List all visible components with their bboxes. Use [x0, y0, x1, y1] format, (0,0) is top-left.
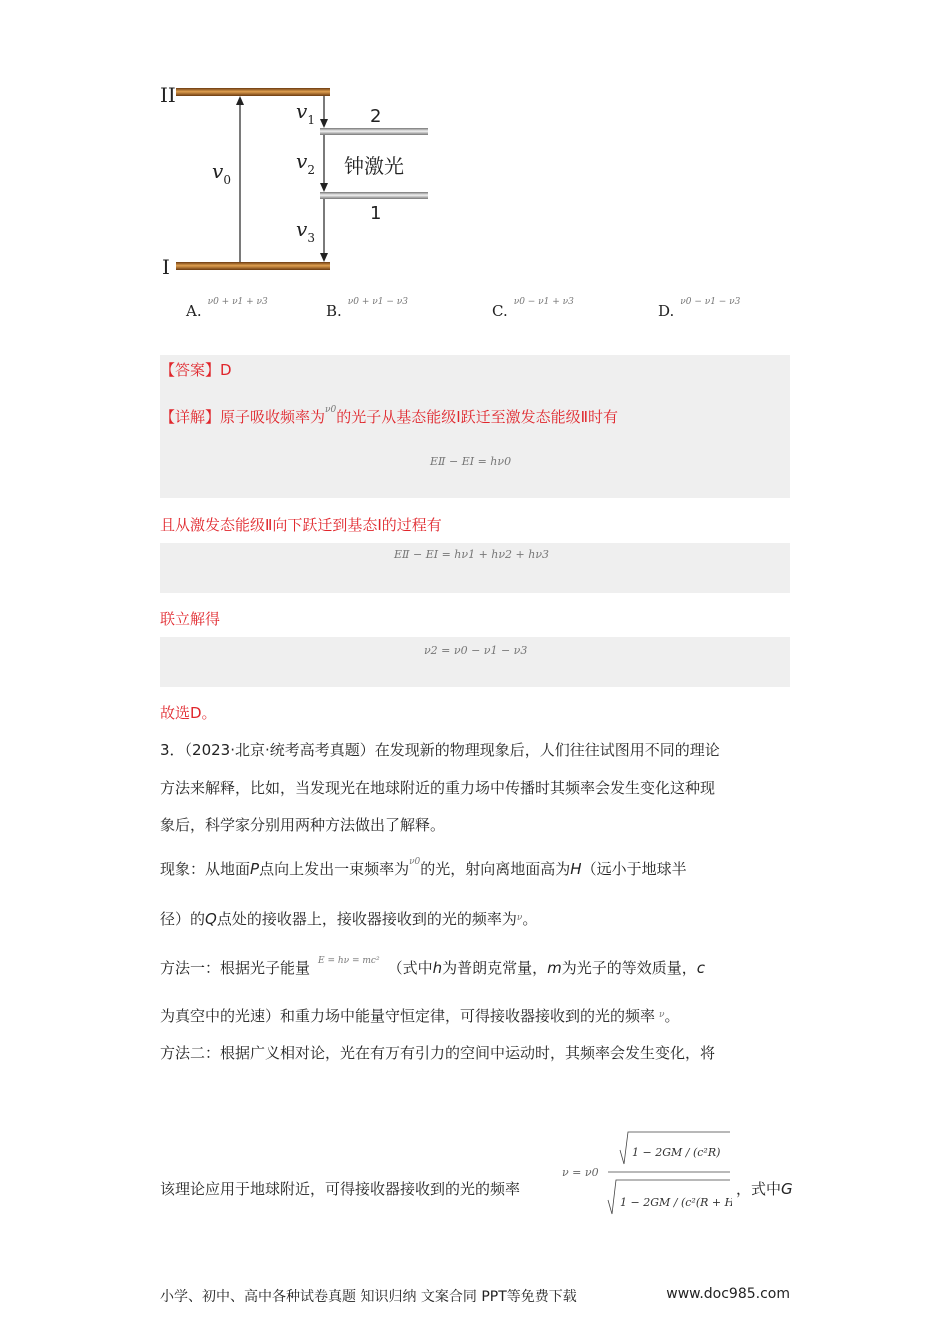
label-v0: v	[212, 159, 224, 183]
energy-level-diagram	[150, 78, 450, 278]
svg-text:1 − 2GM / (c²(R + H)): 1 − 2GM / (c²(R + H))	[620, 1196, 732, 1209]
label-v1: v	[296, 99, 308, 123]
level-I-bar	[176, 262, 330, 270]
label-level-2: 2	[370, 106, 382, 127]
level-II-bar	[176, 88, 330, 96]
label-level-II: II	[160, 83, 176, 107]
question-line-9: 该理论应用于地球附近，可得接收器接收到的光的频率	[160, 1180, 521, 1198]
question-line-6: 方法一：根据光子能量 $^{E = h\nu = mc^2}$ （式中h为普朗克常量，m为光子的等效质量，c	[160, 956, 705, 977]
question-line-4: 现象：从地面P点向上发出一束频率为$^{\nu 0}$的光，射向离地面高为H（远小于地球半	[160, 857, 687, 878]
detail-line: 【详解】原子吸收频率为$^{\nu 0}$的光子从基态能级Ⅰ跃迁至激发态能级Ⅱ时有	[160, 405, 619, 426]
label-level-I: I	[162, 255, 170, 278]
detail-line-3: 联立解得	[160, 610, 221, 628]
svg-text:v0: $v_0$	[212, 159, 231, 187]
option-b[interactable]: B. $^{\nu 0 + \nu 1 - \nu 3}$	[326, 297, 408, 320]
conclusion-line: 故选D。	[160, 704, 217, 722]
svg-text:1 − 2GM / (c²R): 1 − 2GM / (c²R)	[632, 1146, 721, 1159]
footer-url[interactable]: www.doc985.com	[666, 1286, 790, 1302]
relativity-formula	[562, 1126, 732, 1218]
question-line-1: 3．（2023·北京·统考高考真题）在发现新的物理现象后，人们往往试图用不同的理论	[160, 741, 720, 759]
label-v2: v	[296, 149, 308, 173]
option-d[interactable]: D. $^{\nu 0 - \nu 1 - \nu 3}$	[658, 297, 741, 320]
svg-text:v1: $v_1$	[296, 99, 315, 127]
label-v3: v	[296, 217, 308, 241]
equation-3: ν2 = ν0 − ν1 − ν3	[424, 644, 528, 657]
question-line-3: 象后，科学家分别用两种方法做出了解释。	[160, 816, 446, 834]
level-1-bar	[320, 192, 428, 199]
label-laser: 钟激光	[344, 154, 404, 178]
detail-line-2: 且从激发态能级Ⅱ向下跃迁到基态Ⅰ的过程有	[160, 516, 442, 534]
footer-text: 小学、初中、高中各种试卷真题 知识归纳 文案合同 PPT等免费下载	[160, 1289, 577, 1305]
question-line-5: 径）的Q点处的接收器上，接收器接收到的光的频率为$^\nu$。	[160, 910, 538, 928]
option-c[interactable]: C. $^{\nu 0 - \nu 1 + \nu 3}$	[492, 297, 574, 320]
equation-1: EⅡ − EⅠ = hν0	[430, 455, 512, 468]
question-line-2: 方法来解释，比如，当发现光在地球附近的重力场中传播时其频率会发生变化这种现	[160, 779, 716, 797]
option-a[interactable]: A. $^{\nu 0 + \nu 1 + \nu 3}$	[186, 297, 268, 320]
question-line-9-tail: ，式中G	[736, 1180, 793, 1198]
page-footer	[160, 1286, 790, 1306]
question-line-7: 为真空中的光速）和重力场中能量守恒定律，可得接收器接收到的光的频率 $^\nu$。	[160, 1007, 680, 1025]
svg-text:ν = ν0: ν = ν0	[562, 1166, 599, 1179]
equation-2: EⅡ − EⅠ = hν1 + hν2 + hν3	[394, 548, 550, 561]
answer-line: 【答案】D	[160, 361, 232, 379]
svg-text:v3: $v_3$	[296, 217, 315, 245]
label-level-1: 1	[370, 203, 382, 224]
svg-text:v2: $v_2$	[296, 149, 315, 177]
level-2-bar	[320, 128, 428, 135]
question-line-8: 方法二：根据广义相对论，光在有万有引力的空间中运动时，其频率会发生变化，将	[160, 1044, 716, 1062]
